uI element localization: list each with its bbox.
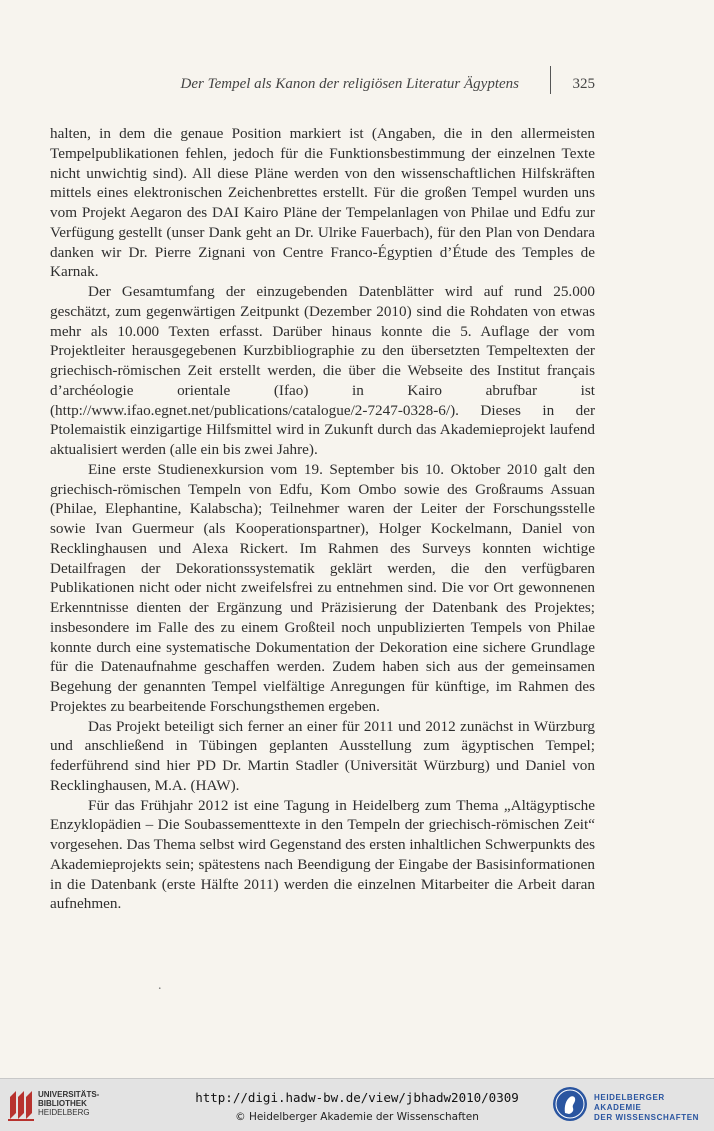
paragraph-3: Eine erste Studienexkursion vom 19. September bis 10. Oktober 2010 galt den griechisch-römischen Tempeln von Edfu, Kom Ombo sowie des Großraums Assuan (Philae, Elephantine, Kalabscha); Teilnehmer waren der Leiter der Forschungsstelle sowie Ivan Guermeur (als Kooperationspartner), Holger Kockelmann, Daniel von Recklinghausen und Alexa Rickert. Im Rahmen des Surveys konnten wichtige Detailfragen der Dekorationssystematik geklärt werden, die den verfügbaren Publikationen nicht oder nicht zweifelsfrei zu entnehmen sind. Die vor Ort gewonnenen Erkenntnisse dienten der Ergänzung und Präzisierung der Datenbank des Projektes; insbesondere im Falle des zu einem Großteil noch unpublizierten Tempels von Philae konnte durch eine systematische Dokumentation der Dekoration eine sichere Grundlage für die Datenaufnahme geschaffen werden. Zudem haben sich aus der gemeinsamen Begehung der genannten Tempel vielfältige Anregungen für künftige, im Rahmen des Projektes zu bearbeitende Forschungsthemen ergeben. [50,460,595,715]
permalink-url[interactable]: http://digi.hadw-bw.de/view/jbhadw2010/0309 [195,1090,519,1105]
ub-line-1: UNIVERSITÄTS- [38,1090,100,1099]
paragraph-1: halten, in dem die genaue Position markiert ist (Angaben, die in den allermeisten Tempelpublikationen fehlen, jedoch für die Funktionsbestimmung der einzelnen Texte nicht unwichtig sind). All diese Pläne werden von den wissenschaftlichen Hilfskräften mittels eines elektronischen Zeichenbrettes erstellt. Für die großen Tempel wurden uns vom Projekt Aegaron des DAI Kairo Pläne der Tempelanlagen von Philae und Edfu zur Verfügung gestellt (unser Dank geht an Dr. Ulrike Fauerbach), für den Plan von Dendara danken wir Dr. Pierre Zignani von Centre Franco-Égyptien d’Étude des Temples de Karnak. [50,125,595,281]
paragraph-4: Das Projekt beteiligt sich ferner an einer für 2011 und 2012 zunächst in Würzburg und anschließend in Tübingen geplanten Ausstellung zum ägyptischen Tempel; federführend sind hier PD Dr. Martin Stadler (Universität Würzburg) und Daniel von Recklinghausen, M.A. (HAW). [50,717,595,794]
hadw-seal-logo-icon [552,1086,588,1122]
hadw-line-2: DER WISSENSCHAFTEN [594,1113,700,1122]
body-text [50,124,595,914]
ub-line-3: HEIDELBERG [38,1108,90,1117]
hadw-line-1: HEIDELBERGER AKADEMIE [594,1093,665,1112]
copyright-notice: © Heidelberger Akademie der Wissenschaften [235,1111,479,1123]
page-number: 325 [572,76,595,92]
paragraph-5: Für das Frühjahr 2012 ist eine Tagung in Heidelberg zum Thema „Altägyptische Enzyklopädien – Die Soubassementtexte in den Tempeln der griechisch-römischen Zeit“ vorgesehen. Das Thema selbst wird Gegenstand des ersten inhaltlichen Schwerpunkts des Akademieprojekts sein; spätestens nach Beendigung der Eingabe der Basisinformationen in die Datenbank (erste Hälfte 2011) werden die einzelnen Mitarbeiter die Arbeit daran aufnehmen. [50,796,595,913]
hadw-academy-name [594,1093,714,1123]
paragraph-2: Der Gesamtumfang der einzugebenden Datenblätter wird auf rund 25.000 geschätzt, zum gegenwärtigen Zeitpunkt (Dezember 2010) sind die Rohdaten von etwas mehr als 10.000 Texten erfasst. Darüber hinaus konnte die 5. Auflage der vom Projektleiter herausgegebenen Kurzbibliographie zu den übersetzten Tempeltexten der griechisch-römischen Zeit erstellt werden, die über die Webseite des Institut français d’archéologie orientale (Ifao) in Kairo abrufbar ist (http://www.ifao.egnet.net/publications/catalogue/2-7247-0328-6/). Dieses in der Ptolemaistik einzigartige Hilfsmittel wird in Zukunft durch das Akademieprojekt laufend aktualisiert werden (alle ein bis zwei Jahre). [50,283,595,458]
running-header [50,74,595,96]
stray-mark: . [158,978,162,993]
digitization-footer [0,1078,714,1131]
header-divider [550,66,551,94]
running-title: Der Tempel als Kanon der religiösen Literatur Ägyptens [180,76,519,92]
ub-line-2: BIBLIOTHEK [38,1099,87,1108]
